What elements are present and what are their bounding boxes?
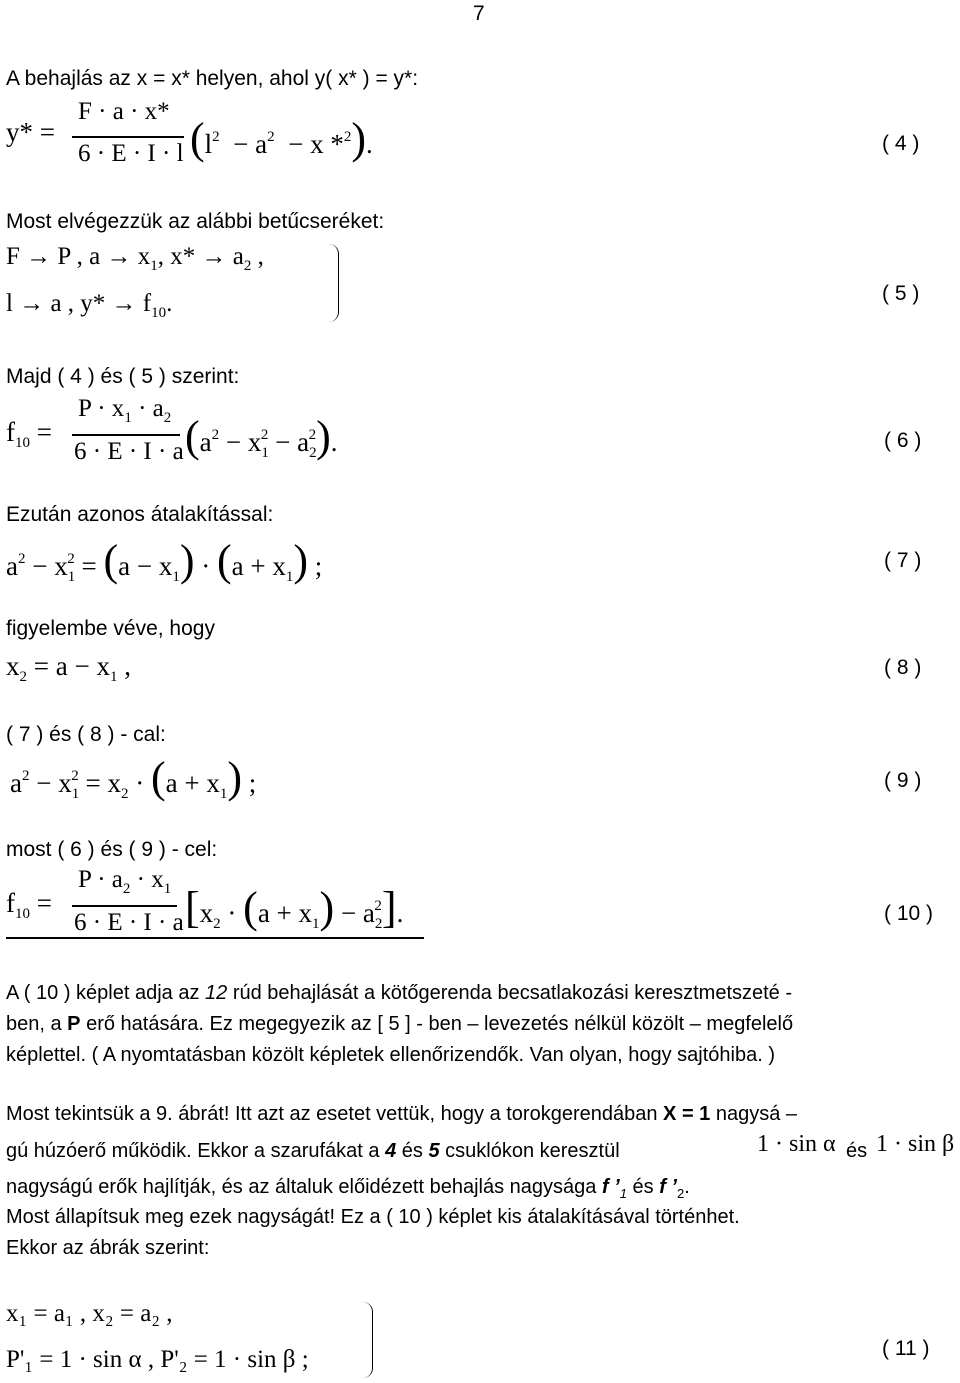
- eq11-label: ( 11 ): [882, 1337, 930, 1360]
- eq6-paren-expr: $(a^2 - x_1^2 - a_2^2)$.: [185, 412, 338, 461]
- eq5-brace: [328, 244, 339, 322]
- eq7-expr: $a^2 - x_1^2 = (a - x_1) \cdot (a + x_1)$ ;: [6, 536, 323, 585]
- eq11-row1: x₁ = a₁ , x₂ = a₂ ,: [6, 1300, 173, 1327]
- para2-sin-alpha: 1 · sin α: [757, 1131, 836, 1157]
- para2-line5: Ekkor az ábrák szerint:: [6, 1237, 210, 1259]
- para2-line1: Most tekintsük a 9. ábrát! Itt azt az esetet vettük, hogy a torokgerendában X = 1 nagysá –: [6, 1103, 798, 1125]
- para2-line4: Most állapítsuk meg ezek nagyságát! Ez a ( 10 ) képlet kis átalakításával történhet.: [6, 1206, 740, 1228]
- eq5-row2: l → a , $y* \to f_{10}$.: [6, 290, 173, 321]
- text-line-behajlas: A behajlás az x = x* helyen, ahol y( x* ) = y*:: [6, 67, 419, 90]
- text-line-betucsere: Most elvégezzük az alábbi betűcseréket:: [6, 210, 385, 233]
- eq9-label: ( 9 ): [884, 769, 922, 792]
- eq10-label: ( 10 ): [884, 902, 934, 925]
- eq10-fraction-bar: [72, 905, 177, 907]
- eq6-lhs: $f_{10}$ =: [6, 417, 52, 451]
- eq10-lhs: $f_{10}$ =: [6, 888, 52, 922]
- eq4-label: ( 4 ): [882, 132, 920, 155]
- eq11-brace: [362, 1302, 373, 1378]
- text-line-cal: ( 7 ) és ( 8 ) - cal:: [6, 723, 166, 746]
- eq11-row2: P'₁ = 1 · sin α , P'₂ = 1 · sin β ;: [6, 1346, 309, 1373]
- page-number: 7: [473, 2, 485, 25]
- section-rule: [6, 937, 424, 939]
- eq6-label: ( 6 ): [884, 429, 922, 452]
- para2-line2: gú húzóerő működik. Ekkor a szarufákat a 4 és 5 csuklókon keresztül: [6, 1140, 620, 1162]
- eq5-label: ( 5 ): [882, 282, 920, 305]
- text-line-figyelembe: figyelembe véve, hogy: [6, 617, 215, 640]
- eq4-paren-expr: ($l^2 - a^2 - x$ *$^2$).: [190, 114, 373, 163]
- text-line-cel: most ( 6 ) és ( 9 ) - cel:: [6, 838, 218, 861]
- eq10-bracket-expr: $[x_2 \cdot (a + x_1) - a_2^2]$.: [185, 883, 404, 932]
- text-line-ezutan: Ezután azonos átalakítással:: [6, 503, 274, 526]
- para1-line3: képlettel. ( A nyomtatásban közölt képletek ellenőrizendők. Van olyan, hogy sajtóhiba. ): [6, 1044, 775, 1066]
- eq4-fraction-bar: [72, 136, 184, 138]
- eq5-row1: F → P , $a \to x_1$, $x* \to a_2$ ,: [6, 243, 264, 274]
- eq6-denominator: 6 · E · I · a: [74, 438, 184, 465]
- eq6-numerator: $P \cdot x_1 \cdot a_2$: [78, 395, 172, 426]
- para2-es: és: [846, 1140, 868, 1162]
- eq9-expr: $a^2 - x_1^2 = x_2 \cdot (a + x_1)$ ;: [10, 753, 257, 802]
- eq10-numerator: $P \cdot a_2 \cdot x_1$: [78, 866, 172, 897]
- eq6-fraction-bar: [72, 434, 180, 436]
- para1-line2: ben, a P erő hatására. Ez megegyezik az [ 5 ] - ben – levezetés nélkül közölt – megfelelő: [6, 1013, 794, 1035]
- eq7-label: ( 7 ): [884, 549, 922, 572]
- eq10-denominator: 6 · E · I · a: [74, 909, 184, 936]
- eq4-denominator: 6 · E · I · l: [78, 140, 184, 167]
- text-line-majd: Majd ( 4 ) és ( 5 ) szerint:: [6, 365, 240, 388]
- eq4-lhs: y* =: [6, 117, 55, 147]
- eq4-numerator: F · a · x*: [78, 98, 170, 125]
- eq8-label: ( 8 ): [884, 656, 922, 679]
- para2-line3: nagyságú erők hajlítják, és az általuk előidézett behajlás nagysága f $’_1$ és f $’_2$.: [6, 1176, 690, 1201]
- para1-line1: A ( 10 ) képlet adja az 12 rúd behajlását a kötőgerenda becsatlakozási keresztmetszeté -: [6, 982, 793, 1004]
- eq8-expr: $x_2 = a - x_1$ ,: [6, 651, 131, 685]
- para2-sin-beta: 1 · sin β: [876, 1131, 955, 1157]
